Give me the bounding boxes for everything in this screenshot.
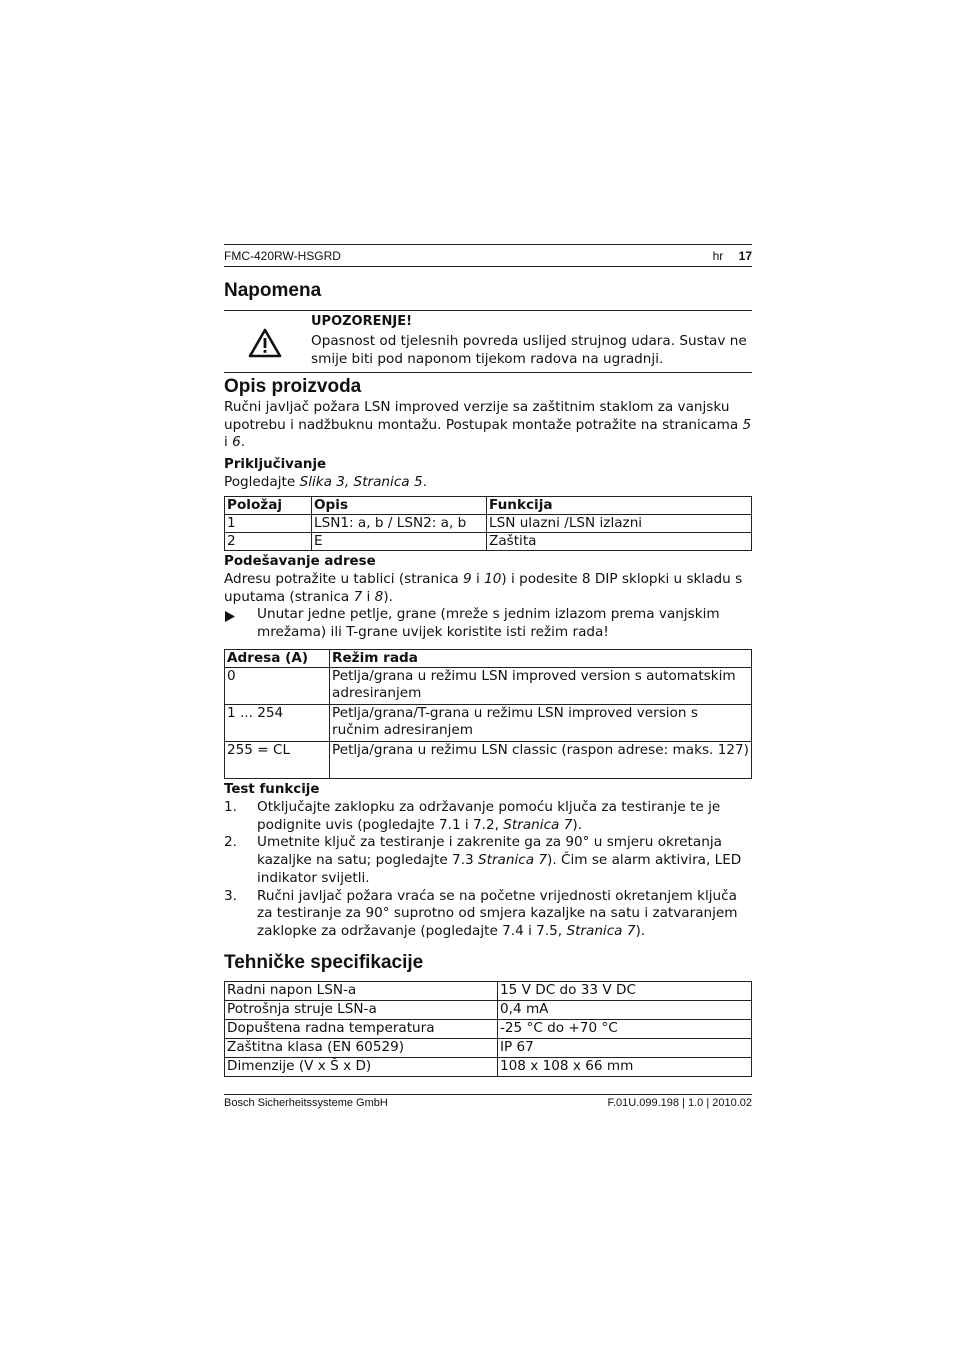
- warning-triangle-icon: [224, 313, 311, 368]
- opis-heading: Opis proizvoda: [224, 376, 362, 397]
- table-row: [225, 1000, 752, 1019]
- connection-table: [224, 496, 752, 551]
- warning-content: [311, 313, 752, 368]
- company-name: Bosch Sicherheitssysteme GmbH: [224, 1096, 388, 1109]
- bullet-text: Unutar jedne petlje, grane (mreže s jednim izlazom prema vanjskim mrežama) ili T-grane uvijek koristite isti režim rada!: [257, 606, 720, 640]
- list-item: 1. Otključajte zaklopku za održavanje pomoću ključa za testiranje te je podignite uvis (pogledajte 7.1 i 7.2, Stranica 7).: [224, 799, 721, 833]
- product-intro: Ručni javljač požara LSN improved verzije sa zaštitnim staklom za vanjsku upotrebu i nadžbuknu montažu. Postupak montaže potražite na stranicama 5 i 6.: [224, 399, 752, 450]
- table-cell: Dopuštena radna temperatura: [225, 1019, 498, 1038]
- table-cell: 0,4 mA: [498, 1000, 752, 1019]
- document-page: [224, 244, 752, 1109]
- document-reference: F.01U.099.198 | 1.0 | 2010.02: [607, 1096, 752, 1109]
- instruction-bullet: [224, 606, 752, 641]
- table-cell: Potrošnja struje LSN-a: [225, 1000, 498, 1019]
- test-subheading: Test funkcije: [224, 782, 320, 797]
- table-cell: 1 ... 254: [225, 705, 330, 742]
- connection-text: Pogledajte Slika 3, Stranica 5.: [224, 473, 427, 490]
- warning-label: UPOZORENJE!: [311, 314, 413, 329]
- table-row: [225, 981, 752, 1000]
- table-header-row: [225, 497, 752, 515]
- language-code: hr: [712, 248, 724, 263]
- doc-code: FMC-420RW-HSGRD: [224, 248, 341, 263]
- tech-specs-heading: Tehničke specifikacije: [224, 951, 424, 973]
- column-header: Položaj: [225, 497, 312, 515]
- table-row: [225, 705, 752, 742]
- table-cell: IP 67: [498, 1038, 752, 1057]
- table-row: [225, 515, 752, 533]
- table-cell: Petlja/grana u režimu LSN improved version s automatskim adresiranjem: [330, 668, 752, 705]
- page-header: [224, 244, 752, 267]
- table-header-row: [225, 650, 752, 668]
- table-cell: Zaštitna klasa (EN 60529): [225, 1038, 498, 1057]
- column-header: Opis: [312, 497, 487, 515]
- table-row: [225, 1038, 752, 1057]
- napomena-heading: Napomena: [224, 280, 322, 301]
- column-header: Režim rada: [330, 650, 752, 668]
- address-text: Adresu potražite u tablici (stranica 9 i 10) i podesite 8 DIP sklopki u skladu s uputama (stranica 7 i 8).: [224, 571, 743, 605]
- tech-specs-table: [224, 981, 752, 1077]
- table-cell: 2: [225, 533, 312, 551]
- column-header: Adresa (A): [225, 650, 330, 668]
- table-row: [225, 742, 752, 779]
- warning-text: Opasnost od tjelesnih povreda uslijed strujnog udara. Sustav ne smije biti pod naponom tijekom radova na ugradnji.: [311, 333, 747, 367]
- address-table: [224, 649, 752, 779]
- table-row: [225, 533, 752, 551]
- address-subheading: Podešavanje adrese: [224, 554, 376, 569]
- table-cell: LSN ulazni /LSN izlazni: [487, 515, 752, 533]
- connection-subheading: Priključivanje: [224, 456, 327, 472]
- header-right: [713, 249, 752, 263]
- table-cell: Dimenzije (V x Š x D): [225, 1057, 498, 1076]
- page-number: 17: [738, 248, 752, 263]
- list-item: 3. Ručni javljač požara vraća se na početne vrijednosti okretanjem ključa za testiranje za 90° suprotno od smjera kazaljke na satu i zatvaranjem zaklopke za održavanje (pogledajte 7.4 i 7.5, Stranica 7).: [224, 887, 738, 939]
- table-cell: 108 x 108 x 66 mm: [498, 1057, 752, 1076]
- table-cell: 1: [225, 515, 312, 533]
- table-cell: Petlja/grana u režimu LSN classic (raspon adrese: maks. 127): [330, 742, 752, 779]
- table-cell: LSN1: a, b / LSN2: a, b: [312, 515, 487, 533]
- table-row: [225, 668, 752, 705]
- table-row: [225, 1057, 752, 1076]
- test-steps-list: [224, 799, 752, 941]
- table-row: [225, 1019, 752, 1038]
- table-cell: 255 = CL: [225, 742, 330, 779]
- table-cell: 15 V DC do 33 V DC: [498, 981, 752, 1000]
- table-cell: 0: [225, 668, 330, 705]
- table-cell: Petlja/grana/T-grana u režimu LSN improved version s ručnim adresiranjem: [330, 705, 752, 742]
- arrow-right-icon: [224, 606, 257, 641]
- table-cell: E: [312, 533, 487, 551]
- page-footer: [224, 1094, 752, 1109]
- table-cell: Zaštita: [487, 533, 752, 551]
- warning-box: [224, 310, 752, 373]
- list-item: 2. Umetnite ključ za testiranje i zakrenite ga za 90° u smjeru okretanja kazaljke na satu; pogledajte 7.3 Stranica 7). Čim se alarm aktivira, LED indikator svijetli.: [224, 834, 742, 886]
- table-cell: Radni napon LSN-a: [225, 981, 498, 1000]
- column-header: Funkcija: [487, 497, 752, 515]
- table-cell: -25 °C do +70 °C: [498, 1019, 752, 1038]
